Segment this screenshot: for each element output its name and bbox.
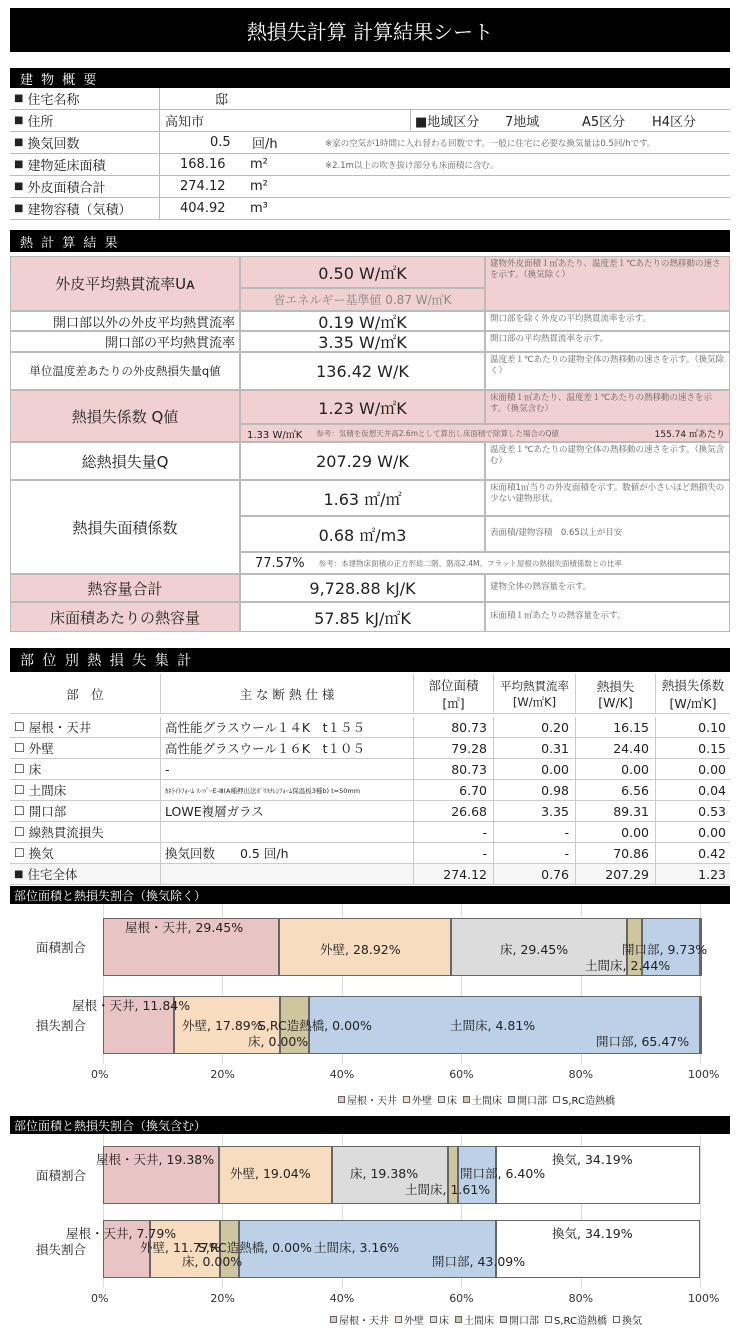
legend-item: [613, 1312, 642, 1327]
data-label: 換気, 34.19%: [552, 1226, 633, 1241]
overview-header: 建 物 概 要: [10, 68, 730, 88]
data-label: 外壁, 11.77%: [140, 1240, 221, 1255]
parts-cell-part[interactable]: ☐ 土間床: [10, 780, 160, 800]
chart-legend: [338, 1092, 615, 1107]
parts-cell-spec: -: [160, 759, 413, 779]
legend-swatch: [395, 1316, 402, 1323]
ua-standard: 省エネルギー基準値 0.87 W/㎡K: [240, 288, 485, 311]
parts-row: [10, 759, 730, 780]
area-pct-value: 77.57%: [255, 555, 305, 571]
legend-label: 土間床: [472, 1096, 502, 1107]
data-label: 開口部, 65.47%: [596, 1034, 690, 1049]
legend-item: [338, 1092, 397, 1107]
legend-swatch: [463, 1096, 470, 1103]
data-label: 開口部, 9.73%: [622, 942, 708, 957]
area-coef-label: 熱損失面積係数: [10, 480, 240, 574]
col-area: [413, 674, 493, 713]
vol-label: ■ 建物容積（気積）: [10, 198, 160, 219]
q-note: 温度差１℃あたりの建物全体の熱移動の速さを示す。（換気除く）: [485, 352, 730, 390]
parts-cell-spec: LOWE複層ガラス: [160, 801, 413, 821]
category-label: 面積割合: [36, 940, 87, 955]
capf-label: 床面積あたりの熱容量: [10, 602, 240, 632]
u-open-value: 3.35 W/㎡K: [240, 331, 485, 352]
parts-cell-spec: 高性能グラスウール１４K t１５５: [160, 717, 413, 737]
legend-item: [500, 1312, 539, 1327]
ua-label: 外皮平均熱貫流率Uᴀ: [10, 256, 240, 311]
col-area-title: 部位面積: [428, 677, 479, 693]
h-region-value: H4区分: [652, 115, 697, 130]
legend-label: 開口部: [517, 1096, 547, 1107]
cap-value: 9,728.88 kJ/K: [240, 574, 485, 602]
parts-row: [10, 843, 730, 864]
chart2: [0, 1134, 740, 1334]
q-value: 136.42 W/K: [240, 352, 485, 390]
legend-item: [553, 1092, 615, 1107]
data-label: 屋根・天井, 19.38%: [96, 1152, 215, 1167]
axis-tick-label: 20%: [210, 1292, 235, 1305]
parts-row: [10, 717, 730, 738]
parts-cell-loss: 0.00: [575, 822, 655, 842]
category-label: 損失割合: [36, 1018, 87, 1033]
region-value: 7地域: [505, 115, 540, 130]
ach-unit: 回/h: [252, 137, 278, 152]
parts-cell-part[interactable]: ☐ 線熱貫流損失: [10, 822, 160, 842]
parts-cell-u: 0.20: [493, 717, 575, 737]
ua-value: 0.50 W/㎡K: [240, 256, 485, 288]
parts-cell-area: -: [413, 822, 493, 842]
legend-label: 屋根・天井: [347, 1096, 397, 1107]
legend-item: [438, 1092, 457, 1107]
ach-note: ※家の空気が1時間に入れ替わる回数です。一般に住宅に必要な換気量は0.5回/hです。: [325, 138, 656, 149]
area-pct-note: 参考：本建物床面積の正方形総二階、階高2.4M、フラット屋根の熱損失面積係数との比率: [318, 558, 622, 568]
category-label: 損失割合: [36, 1242, 87, 1257]
col-loss-title: 熱損失: [596, 679, 635, 694]
parts-cell-u: 0.98: [493, 780, 575, 800]
parts-cell-loss: 6.56: [575, 780, 655, 800]
parts-cell-part[interactable]: ☐ 開口部: [10, 801, 160, 821]
legend-swatch: [613, 1316, 620, 1323]
parts-cell-loss: 70.86: [575, 843, 655, 863]
axis-tick-label: 60%: [449, 1068, 474, 1081]
legend-label: 屋根・天井: [339, 1316, 389, 1327]
u-other-value: 0.19 W/㎡K: [240, 311, 485, 331]
legend-swatch: [438, 1096, 445, 1103]
chart-legend: [330, 1312, 642, 1327]
data-label: S,RC造熱橋, 0.00%: [198, 1240, 312, 1255]
Q-note: 床面積１㎡あたり、温度差１℃あたりの熱移動の速さを示す。（換気含む）: [485, 390, 730, 424]
axis-tick-label: 100%: [688, 1292, 720, 1305]
col-area-unit: [㎡]: [442, 695, 465, 711]
legend-label: 床: [447, 1096, 457, 1107]
parts-cell-u: 0.00: [493, 759, 575, 779]
parts-row: [10, 822, 730, 843]
skin-label: ■ 外皮面積合計: [10, 176, 160, 197]
data-label: 床, 29.45%: [500, 942, 569, 957]
total-coef: 1.23: [655, 864, 730, 884]
parts-cell-area: 80.73: [413, 717, 493, 737]
data-label: 床, 19.38%: [350, 1166, 419, 1181]
total-area: 274.12: [413, 864, 493, 884]
parts-cell-area: 6.70: [413, 780, 493, 800]
skin-value: 274.12: [180, 179, 226, 194]
data-label: 外壁, 17.89%: [182, 1018, 263, 1033]
parts-cell-area: 80.73: [413, 759, 493, 779]
parts-row: [10, 801, 730, 822]
capf-value: 57.85 kJ/㎡K: [240, 602, 485, 632]
chart1: [0, 904, 740, 1110]
legend-item: [508, 1092, 547, 1107]
cap-label: 熱容量合計: [10, 574, 240, 602]
total-u: 0.76: [493, 864, 575, 884]
legend-swatch: [508, 1096, 515, 1103]
legend-label: 換気: [621, 1316, 642, 1327]
data-label: 換気, 34.19%: [552, 1152, 633, 1167]
parts-cell-u: -: [493, 822, 575, 842]
total-spec: [160, 864, 413, 884]
Q-sub-note: 参考：気積を仮想天井高2.6mとして算出し床面積で除算した場合のQ値: [316, 428, 559, 438]
parts-cell-coef: 0.00: [655, 759, 730, 779]
skin-unit: m²: [250, 179, 268, 194]
floor-value: 168.16: [180, 157, 226, 172]
parts-total-row: [10, 864, 730, 885]
Q-sub-value: 1.33 W/㎡K: [247, 429, 303, 441]
col-u-title: 平均熱貫流率: [500, 678, 569, 693]
total-value: 207.29 W/K: [240, 442, 485, 480]
skin-row: [10, 176, 730, 198]
area-pct-row: [240, 552, 730, 574]
parts-header: 部 位 別 熱 損 失 集 計: [10, 648, 730, 672]
data-label: 屋根・天井, 7.79%: [66, 1226, 177, 1241]
parts-cell-area: 26.68: [413, 801, 493, 821]
page-title: 熱損失計算 計算結果シート: [10, 8, 730, 52]
chart2-title: 部位面積と熱損失割合（換気含む）: [10, 1116, 730, 1134]
address-row: [10, 110, 730, 132]
gridline: [700, 1134, 701, 1288]
region-label: ■地域区分: [410, 110, 479, 131]
parts-cell-part[interactable]: ☐ 屋根・天井: [10, 717, 160, 737]
parts-cell-u: 3.35: [493, 801, 575, 821]
parts-cell-coef: 0.42: [655, 843, 730, 863]
parts-cell-u: -: [493, 843, 575, 863]
area-coef-note-2: 表面積/建物容積 0.65以上が目安: [485, 516, 730, 552]
legend-label: 土間床: [464, 1316, 494, 1327]
heat-header: 熱 計 算 結 果: [10, 230, 730, 252]
legend-label: 開口部: [509, 1316, 539, 1327]
legend-swatch: [455, 1316, 462, 1323]
cap-note: 建物全体の熱容量を示す。: [485, 574, 730, 602]
name-value: 邸: [215, 93, 229, 108]
u-other-note: 開口部を除く外皮の平均熱貫流率を示す。: [485, 311, 730, 331]
axis-tick-label: 0%: [91, 1292, 109, 1305]
total-part: ■ 住宅全体: [10, 864, 160, 884]
parts-cell-area: 79.28: [413, 738, 493, 758]
legend-label: 外壁: [404, 1316, 424, 1327]
u-open-label: 開口部の平均熱貫流率: [10, 331, 240, 352]
vol-value: 404.92: [180, 201, 226, 216]
data-label: 外壁, 28.92%: [320, 942, 401, 957]
parts-row: [10, 738, 730, 759]
data-label: 土間床, 4.81%: [450, 1018, 536, 1033]
legend-item: [455, 1312, 494, 1327]
vol-row: [10, 198, 730, 220]
axis-tick-label: 80%: [568, 1292, 594, 1305]
parts-cell-spec: 換気回数 0.5 回/h: [160, 843, 413, 863]
axis-tick-label: 0%: [91, 1068, 109, 1081]
parts-cell-spec: ｶﾈﾗｲﾄﾌｫｰﾑ ｽｰﾊﾟｰE-Ⅲ(A種押出法ﾎﾟﾘｽﾁﾚﾝﾌｫｰﾑ保温板3種b) t=50mm: [160, 780, 413, 800]
col-loss: [575, 674, 655, 713]
ach-row: [10, 132, 730, 154]
axis-tick-label: 100%: [688, 1068, 720, 1081]
col-u-unit: [W/㎡K]: [512, 694, 557, 709]
parts-cell-area: -: [413, 843, 493, 863]
data-label: 土間床, 3.16%: [314, 1240, 400, 1255]
legend-swatch: [500, 1316, 507, 1323]
name-label: ■ 住宅名称: [10, 88, 160, 109]
legend-item: [545, 1312, 607, 1327]
legend-label: 外壁: [412, 1096, 432, 1107]
parts-cell-loss: 16.15: [575, 717, 655, 737]
total-label: 総熱損失量Q: [10, 442, 240, 480]
bar-segment: [700, 996, 702, 1054]
parts-cell-spec: 高性能グラスウール１６K t１０５: [160, 738, 413, 758]
Q-label: 熱損失係数 Q値: [10, 390, 240, 442]
col-spec: 主 な 断 熱 仕 様: [160, 674, 413, 713]
col-u: [493, 674, 575, 713]
data-label: 外壁, 19.04%: [230, 1166, 311, 1181]
ach-value: 0.5: [210, 135, 231, 150]
legend-swatch: [545, 1316, 552, 1323]
name-row: [10, 88, 730, 110]
axis-tick-label: 20%: [210, 1068, 235, 1081]
area-coef-value-2: 0.68 ㎡/m3: [240, 516, 485, 552]
a-region-value: A5区分: [582, 115, 626, 130]
parts-cell-coef: 0.00: [655, 822, 730, 842]
floor-label: ■ 建物延床面積: [10, 154, 160, 175]
parts-cell-coef: 0.10: [655, 717, 730, 737]
parts-cell-spec: [160, 822, 413, 842]
Q-sub-right: 155.74 ㎡あたり: [654, 429, 725, 440]
parts-cell-part[interactable]: ☐ 外壁: [10, 738, 160, 758]
area-coef-value-1: 1.63 ㎡/㎡: [240, 480, 485, 516]
legend-label: S,RC造熱橋: [562, 1096, 615, 1107]
data-label: 床, 0.00%: [182, 1254, 243, 1269]
q-label: 単位温度差あたりの外皮熱損失量q値: [10, 352, 240, 390]
parts-cell-loss: 0.00: [575, 759, 655, 779]
col-loss-unit: [W/K]: [598, 695, 633, 710]
legend-swatch: [553, 1096, 560, 1103]
legend-label: S,RC造熱橋: [554, 1316, 607, 1327]
axis-tick-label: 80%: [568, 1068, 594, 1081]
parts-cell-part[interactable]: ☐ 床: [10, 759, 160, 779]
legend-swatch: [430, 1316, 437, 1323]
col-coef: [655, 674, 730, 713]
floor-unit: m²: [250, 157, 268, 172]
total-loss: 207.29: [575, 864, 655, 884]
ua-note: 建物外皮面積１㎡あたり、温度差１℃あたりの熱移動の速さを示す。（換気除く）: [485, 256, 730, 311]
parts-row: [10, 780, 730, 801]
vol-unit: m³: [250, 201, 268, 216]
axis-tick-label: 40%: [329, 1068, 355, 1081]
category-label: 面積割合: [36, 1168, 87, 1183]
legend-item: [430, 1312, 449, 1327]
col-coef-title: 熱損失係数: [661, 677, 725, 693]
col-coef-unit: [W/㎡K]: [669, 695, 717, 711]
capf-note: 床面積１㎡あたりの熱容量を示す。: [485, 602, 730, 632]
data-label: 土間床, 1.61%: [405, 1182, 491, 1197]
data-label: 土間床, 2.44%: [585, 958, 671, 973]
data-label: 屋根・天井, 11.84%: [72, 998, 191, 1013]
area-coef-note-1: 床面積1㎡当りの外皮面積を示す。数値が小さいほど熱損失の少ない建物形状。: [485, 480, 730, 516]
data-label: S,RC造熱橋, 0.00%: [258, 1018, 372, 1033]
legend-item: [463, 1092, 502, 1107]
u-other-label: 開口部以外の外皮平均熱貫流率: [10, 311, 240, 331]
legend-swatch: [403, 1096, 410, 1103]
col-part: 部 位: [66, 686, 104, 702]
data-label: 開口部, 43.09%: [432, 1254, 526, 1269]
parts-cell-coef: 0.04: [655, 780, 730, 800]
Q-value: 1.23 W/㎡K: [240, 390, 485, 424]
legend-swatch: [338, 1096, 345, 1103]
parts-cell-u: 0.31: [493, 738, 575, 758]
data-label: 開口部, 6.40%: [460, 1166, 546, 1181]
parts-cell-loss: 24.40: [575, 738, 655, 758]
data-label: 屋根・天井, 29.45%: [125, 920, 244, 935]
parts-table-header: [10, 674, 730, 714]
address-label: ■ 住所: [10, 110, 160, 131]
u-open-note: 開口部の平均熱貫流率を示す。: [485, 331, 730, 352]
axis-tick-label: 60%: [449, 1292, 474, 1305]
parts-cell-coef: 0.15: [655, 738, 730, 758]
total-note: 温度差１℃あたりの建物全体の熱移動の速さを示す。（換気含む）: [485, 442, 730, 480]
ach-label: ■ 換気回数: [10, 132, 160, 153]
legend-item: [330, 1312, 389, 1327]
parts-cell-loss: 89.31: [575, 801, 655, 821]
parts-cell-coef: 0.53: [655, 801, 730, 821]
legend-item: [395, 1312, 424, 1327]
legend-label: 床: [439, 1316, 449, 1327]
address-value: 高知市: [165, 115, 205, 130]
Q-sub-row: [240, 424, 730, 442]
floor-note: ※2.1m以上の吹き抜け部分も床面積に含む。: [325, 160, 499, 171]
parts-cell-part[interactable]: ☐ 換気: [10, 843, 160, 863]
data-label: 床, 0.00%: [248, 1034, 309, 1049]
floor-row: [10, 154, 730, 176]
legend-item: [403, 1092, 432, 1107]
legend-swatch: [330, 1316, 337, 1323]
axis-tick-label: 40%: [329, 1292, 355, 1305]
chart1-title: 部位面積と熱損失割合（換気除く）: [10, 886, 730, 904]
